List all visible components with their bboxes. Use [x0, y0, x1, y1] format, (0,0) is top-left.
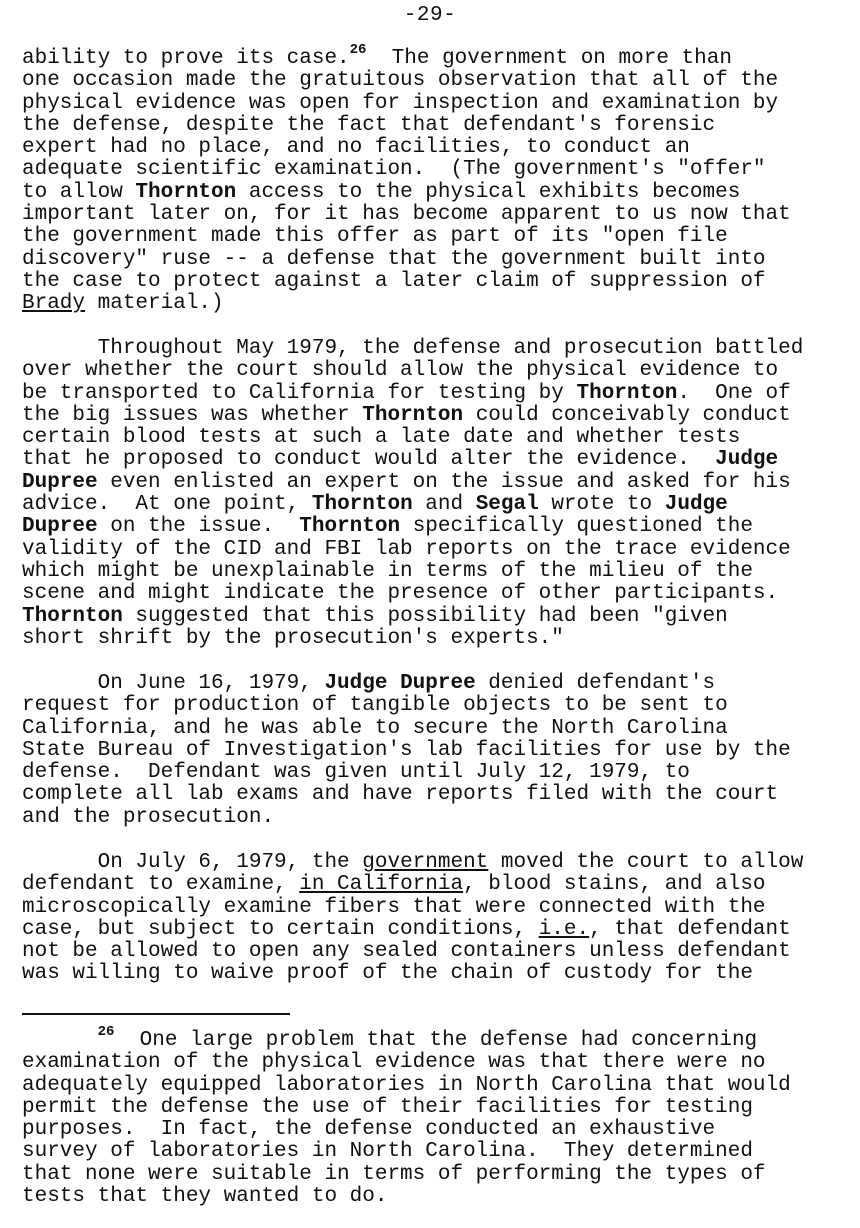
text-line	[22, 673, 852, 695]
text-line	[22, 1024, 852, 1052]
text-segment: short shrift by the prosecution's experts."	[22, 626, 564, 650]
text-line	[22, 1164, 852, 1186]
text-segment: survey of laboratories in North Carolina. They determined	[22, 1140, 753, 1164]
text-segment: Throughout May 1979, the defense and prosecution battled	[22, 337, 804, 360]
text-line	[22, 516, 852, 538]
text-segment: examination of the physical evidence was that there were no	[22, 1051, 766, 1075]
text-segment: advice. At one point,	[22, 493, 312, 517]
text-segment: expert had no place, and no facilities, to conduct an	[22, 136, 690, 160]
text-segment: purposes. In fact, the defense conducted an exhaustive	[22, 1118, 716, 1142]
text-segment: that he proposed to conduct would alter the evidence.	[22, 448, 716, 472]
text-line	[22, 159, 852, 181]
text-line	[22, 449, 852, 471]
footnote-marker: 26	[349, 42, 367, 58]
bold-name: Dupree	[22, 470, 98, 494]
text-line	[22, 874, 852, 896]
text-segment: ability to prove its case.	[22, 47, 350, 70]
text-segment: to allow	[22, 180, 136, 204]
bold-name: Judge	[715, 448, 779, 472]
text-segment: discovery" ruse -- a defense that the government built into	[22, 247, 766, 271]
text-segment: scene and might indicate the presence of other participants.	[22, 582, 779, 606]
footnote-divider	[22, 1013, 290, 1015]
text-line	[22, 941, 852, 963]
text-segment: defendant to examine,	[22, 873, 300, 897]
text-segment: On July 6, 1979, the	[22, 851, 363, 874]
text-line	[22, 762, 852, 784]
bold-name: Thornton	[299, 515, 401, 539]
text-line	[22, 807, 852, 829]
text-line	[22, 427, 852, 449]
text-line	[22, 606, 852, 628]
text-segment: material.)	[85, 292, 224, 316]
text-line	[22, 182, 852, 204]
text-segment: . One of	[677, 381, 791, 405]
text-segment: not be allowed to open any sealed containers unless defendant	[22, 940, 791, 964]
text-segment: On June 16, 1979,	[22, 672, 325, 695]
text-segment: adequately equipped laboratories in North Carolina that would	[22, 1073, 791, 1097]
text-segment: be transported to California for testing by	[22, 381, 577, 405]
text-line	[22, 293, 852, 315]
text-segment: moved the court to allow	[488, 851, 804, 874]
underlined-text: i.e.	[538, 917, 590, 941]
text-line	[22, 405, 852, 427]
text-segment: even enlisted an expert on the issue and asked for his	[97, 470, 791, 494]
text-line	[22, 628, 852, 650]
text-line	[22, 338, 852, 360]
text-segment: which might be unexplainable in terms of the milieu of the	[22, 559, 753, 583]
bold-name: Thornton	[362, 403, 464, 427]
text-line	[22, 494, 852, 516]
bold-name: Segal	[475, 493, 539, 517]
text-line	[22, 271, 852, 293]
text-segment: , that defendant	[589, 917, 791, 941]
text-line	[22, 919, 852, 941]
bold-name: Judge Dupree	[324, 672, 476, 695]
text-line	[22, 1052, 852, 1074]
text-line	[22, 204, 852, 226]
text-line	[22, 561, 852, 583]
text-segment: over whether the court should allow the physical evidence to	[22, 359, 779, 383]
text-segment: case, but subject to certain conditions,	[22, 917, 539, 941]
text-line	[22, 137, 852, 159]
text-segment: complete all lab exams and have reports filed with the court	[22, 783, 779, 807]
page-number: -29-	[403, 4, 457, 27]
text-segment: denied defendant's	[475, 672, 716, 695]
text-line	[22, 852, 852, 874]
text-line	[22, 472, 852, 494]
text-segment: the defense, despite the fact that defendant's forensic	[22, 113, 716, 137]
text-segment: certain blood tests at such a late date and whether tests	[22, 426, 741, 450]
paragraph-1	[22, 42, 852, 316]
text-line	[22, 249, 852, 271]
bold-name: Judge	[664, 493, 728, 517]
text-line	[22, 115, 852, 137]
text-segment: State Bureau of Investigation's lab facilities for use by the	[22, 738, 791, 762]
text-line	[22, 718, 852, 740]
text-segment: suggested that this possibility had been "given	[122, 604, 728, 628]
text-segment: validity of the CID and FBI lab reports on the trace evidence	[22, 537, 791, 561]
text-segment: defense. Defendant was given until July 12, 1979, to	[22, 761, 690, 785]
text-line	[22, 1141, 852, 1163]
bold-name: Thornton	[22, 604, 123, 628]
footnote-marker: 26	[97, 1024, 115, 1040]
text-segment: was willing to waive proof of the chain of custody for the	[22, 962, 753, 986]
footnote-26	[22, 1024, 852, 1209]
text-segment: and	[412, 493, 476, 517]
bold-name: Thornton	[135, 180, 237, 204]
text-line	[22, 1186, 852, 1208]
text-segment: tests that they wanted to do.	[22, 1185, 388, 1209]
bold-name: Dupree	[22, 515, 98, 539]
paragraph-3	[22, 673, 852, 829]
underlined-text: Brady	[22, 292, 86, 316]
text-segment: important later on, for it has become apparent to us now that	[22, 203, 791, 227]
text-segment: California, and he was able to secure the North Carolina	[22, 716, 728, 740]
text-segment: adequate scientific examination. (The government's "offer"	[22, 158, 766, 182]
text-line	[22, 1097, 852, 1119]
text-segment: the big issues was whether	[22, 403, 363, 427]
bold-name: Thornton	[576, 381, 678, 405]
text-line	[22, 539, 852, 561]
text-segment: the government made this offer as part of its "open file	[22, 225, 728, 249]
text-segment: wrote to	[538, 493, 665, 517]
text-line	[22, 963, 852, 985]
text-line	[22, 93, 852, 115]
paragraph-2	[22, 338, 852, 650]
text-segment: microscopically examine fibers that were connected with the	[22, 895, 766, 919]
text-segment: permit the defense the use of their facilities for testing	[22, 1095, 753, 1119]
text-line	[22, 360, 852, 382]
paragraph-4	[22, 852, 852, 986]
text-segment: could conceivably conduct	[463, 403, 791, 427]
text-segment: , blood stains, and also	[463, 873, 766, 897]
text-line	[22, 1119, 852, 1141]
text-segment: and the prosecution.	[22, 805, 275, 829]
text-line	[22, 583, 852, 605]
text-line	[22, 740, 852, 762]
text-segment: One large problem that the defense had concerning	[114, 1029, 758, 1052]
text-line	[22, 695, 852, 717]
text-segment: physical evidence was open for inspection and examination by	[22, 91, 779, 115]
text-segment: request for production of tangible objects to be sent to	[22, 694, 728, 718]
text-line	[22, 1075, 852, 1097]
text-segment: specifically questioned the	[400, 515, 753, 539]
text-line	[22, 784, 852, 806]
text-line	[22, 42, 852, 70]
text-segment: one occasion made the gratuitous observation that all of the	[22, 69, 779, 93]
text-line	[22, 226, 852, 248]
text-segment: the case to protect against a later claim of suppression of	[22, 269, 766, 293]
bold-name: Thornton	[311, 493, 413, 517]
text-line	[22, 383, 852, 405]
text-segment	[22, 1029, 98, 1052]
text-segment: The government on more than	[366, 47, 732, 70]
underlined-text: government	[362, 851, 489, 874]
text-segment: on the issue.	[97, 515, 300, 539]
text-segment: that none were suitable in terms of performing the types of	[22, 1162, 766, 1186]
text-line	[22, 70, 852, 92]
text-line	[22, 897, 852, 919]
underlined-text: in California	[299, 873, 464, 897]
text-segment: access to the physical exhibits becomes	[236, 180, 741, 204]
